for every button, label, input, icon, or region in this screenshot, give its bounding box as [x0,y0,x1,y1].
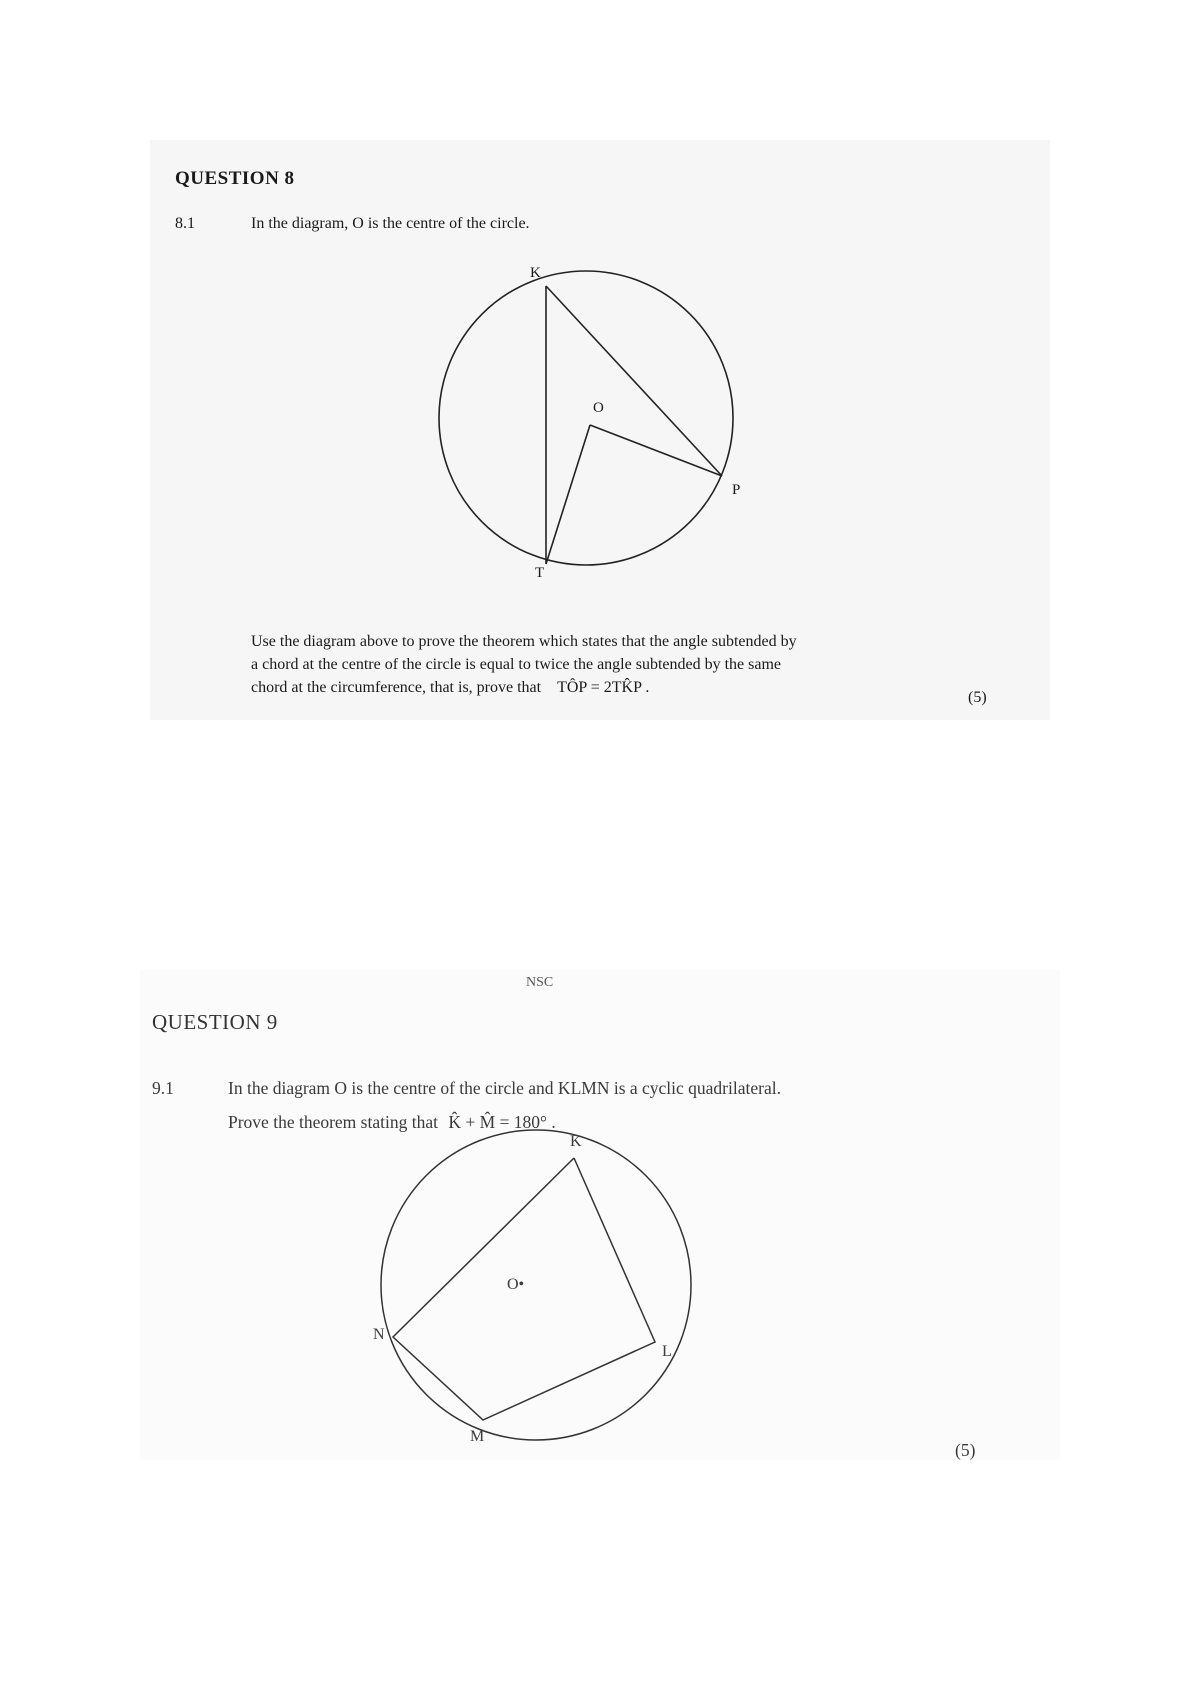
point-o-label: O [593,400,604,416]
theorem-equation-end: . [645,679,650,696]
question-9-marks: (5) [955,1440,976,1460]
question-8-heading: QUESTION 8 [175,168,295,189]
point-k-label: K [530,265,541,281]
question-9-heading: QUESTION 9 [152,1010,278,1034]
circle-q9 [381,1130,691,1440]
vertex-l-label: L [662,1343,672,1360]
nsc-label: NSC [526,975,554,990]
cyclic-equation-end: . [551,1112,556,1132]
vertex-n-label: N [373,1326,385,1343]
question-8-1-number: 8.1 [175,215,195,232]
question-9-1-number: 9.1 [152,1078,174,1098]
point-p-label: P [732,482,741,498]
body-line-1: Use the diagram above to prove the theorem which states that the angle subtended by [251,633,797,650]
body-line-3-text: chord at the circumference, that is, prove that [251,679,542,696]
vertex-k-label: K [570,1133,582,1150]
point-t-label: T [535,565,545,581]
vertex-m-label: M [470,1428,485,1445]
question-8-marks: (5) [968,689,987,706]
question-8-1-intro: In the diagram, O is the centre of the circle. [251,215,530,232]
centre-o-label: O• [507,1276,525,1293]
prove-prefix: Prove the theorem stating that [228,1112,438,1132]
theorem-equation: TÔP = 2TK̂P [557,679,642,696]
body-line-2: a chord at the centre of the circle is equal to twice the angle subtended by the same [251,656,782,673]
cyclic-equation: K̂ + M̂ = 180° [448,1112,548,1132]
question-9-1-intro: In the diagram O is the centre of the circle and KLMN is a cyclic quadrilateral. [228,1078,781,1098]
